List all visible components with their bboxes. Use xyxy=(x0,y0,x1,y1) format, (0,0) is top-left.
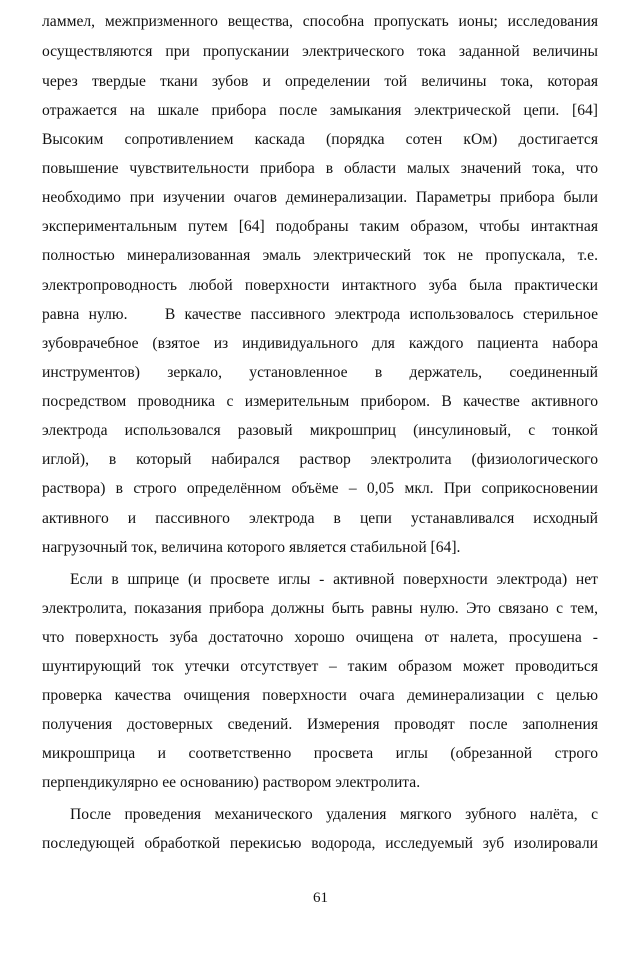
text-line: равна нулю. В качестве пассивного электрода использовалось стерильное xyxy=(42,306,598,323)
text-line: отражается на шкале прибора после замыкания электрической цепи. [64] xyxy=(42,102,598,119)
text-line: электрода использовался разовый микрошприц (инсулиновый, с тонкой xyxy=(42,422,598,439)
page-number: 61 xyxy=(313,890,328,906)
text-line: перпендикулярно ее основанию) раствором электролита. xyxy=(42,774,421,791)
text-line: шунтирующий ток утечки отсутствует – таким образом может проводиться xyxy=(42,658,598,675)
text-line: микрошприца и соответственно просвета иглы (обрезанной строго xyxy=(42,745,598,762)
text-line: раствора) в строго определённом объёме – 0,05 мкл. При соприкосновении xyxy=(42,480,598,497)
text-line: зубоврачебное (взятое из индивидуального для каждого пациента набора xyxy=(42,335,598,352)
text-line: После проведения механического удаления мягкого зубного налёта, с xyxy=(70,806,598,823)
text-line: активного и пассивного электрода в цепи устанавливался исходный xyxy=(42,510,598,527)
text-line: Высоким сопротивлением каскада (порядка сотен кОм) достигается xyxy=(42,131,598,148)
text-line: нагрузочный ток, величина которого является стабильной [64]. xyxy=(42,539,461,556)
text-line: посредством проводника с измерительным прибором. В качестве активного xyxy=(42,393,598,410)
text-line: экспериментальным путем [64] подобраны таким образом, чтобы интактная xyxy=(42,218,598,235)
text-line: ламмел, межпризменного вещества, способна пропускать ионы; исследования xyxy=(42,13,598,30)
text-line: Если в шприце (и просвете иглы - активной поверхности электрода) нет xyxy=(70,571,598,588)
text-line: осуществляются при пропускании электрического тока заданной величины xyxy=(42,43,598,60)
text-line: проверка качества очищения поверхности очага деминерализации с целью xyxy=(42,687,598,704)
text-line: необходимо при изучении очагов деминерализации. Параметры прибора были xyxy=(42,189,598,206)
text-line: электропроводность любой поверхности интактного зуба была практически xyxy=(42,277,598,294)
text-line: инструментов) зеркало, установленное в держатель, соединенный xyxy=(42,364,598,381)
text-line: электролита, показания прибора должны быть равны нулю. Это связано с тем, xyxy=(42,600,598,617)
text-line: через твердые ткани зубов и определении той величины тока, которая xyxy=(42,73,598,90)
text-line: получения достоверных сведений. Измерения проводят после заполнения xyxy=(42,716,598,733)
text-line: полностью минерализованная эмаль электрический ток не пропускала, т.е. xyxy=(42,247,598,264)
text-line: повышение чувствительности прибора в области малых значений тока, что xyxy=(42,160,598,177)
text-line: иглой), в который набирался раствор электролита (физиологического xyxy=(42,451,598,468)
text-line: последующей обработкой перекисью водорода, исследуемый зуб изолировали xyxy=(42,835,598,852)
text-line: что поверхность зуба достаточно хорошо очищена от налета, просушена - xyxy=(42,629,598,646)
